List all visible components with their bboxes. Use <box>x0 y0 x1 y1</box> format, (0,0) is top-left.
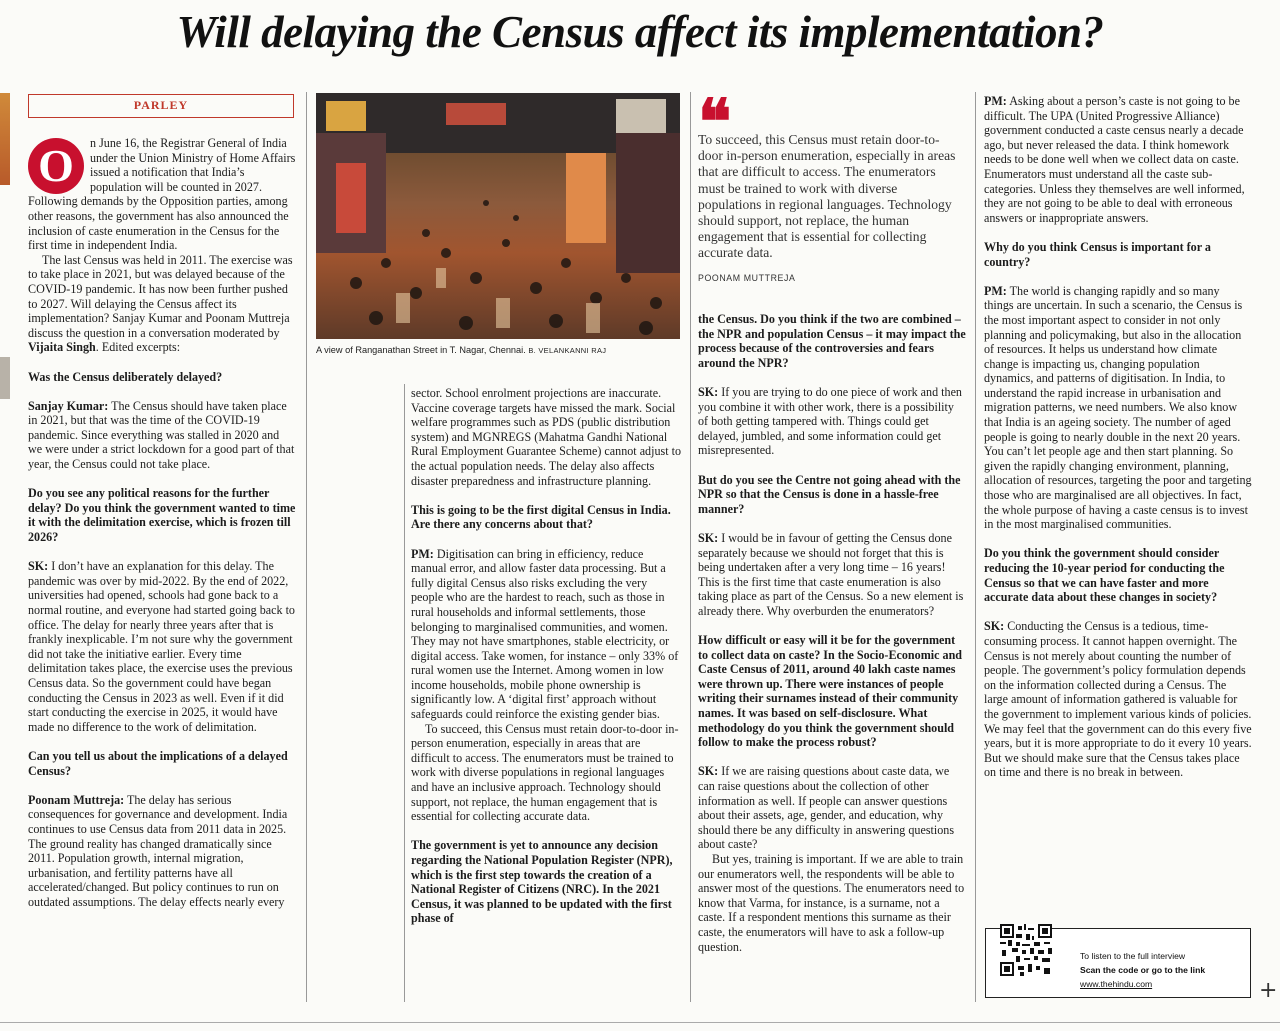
drop-cap: O <box>28 138 84 194</box>
photo-credit: B. VELANKANNI RAJ <box>528 346 607 355</box>
answer-7c <box>984 94 1252 225</box>
answer-8 <box>984 284 1252 532</box>
qr-promo-box <box>985 928 1251 998</box>
pull-quote: To succeed, this Census must retain door-to-door in-person enumeration, especially in areas that are difficult to access. The enumerators must be trained to work with diverse populations in regional languages. Technology should support, not replace, the human engagement that is essential for collecting accurate data. <box>698 132 956 261</box>
speaker-pm: PM: <box>411 546 434 561</box>
quote-mark-icon: ❝ <box>698 85 732 158</box>
moderator-name: Vijaita Singh <box>28 340 96 355</box>
question-4: This is going to be the first digital Census in India. Are there any concerns about that? <box>411 502 671 532</box>
answer-text: The delay has serious consequences for governance and development. India continues to use Census data from 2011 data in 2025. The ground reality has changed dramatically since 2011. Population growth, internal migration, urbanisation, and fertility patterns have all accelerated/changed. But policy continues to run on outdated assumptions. The delay effects nearly every <box>28 792 288 909</box>
bottom-rule <box>0 1022 1280 1023</box>
qr-code-graphic <box>1000 924 1052 976</box>
column-divider <box>690 92 691 1002</box>
answer-text: I don’t have an explanation for this delay. The pandemic was over by mid-2022. By the end of 2022, universities had opened, schools had gone back to a normal routine, and everyone had started going back to office. The delay for nearly three years after that is frankly inexplicable. I’m not sure why the government did not take the initiative earlier. Every time delimitation takes place, the exercise uses the previous Census data. So the government could have began conducting the Census in 2023 as well. Even if it did start conducting the exercise in 2025, it would have made no difference to the work of delimitation. <box>28 559 295 734</box>
answer-text: Digitisation can bring in efficiency, reduce manual error, and allow faster data processing. But a fully digital Census also risks excluding the very people who are the hardest to reach, such as those in rural households and informal settlements, those belonging to marginalised communities, and women. They may not have smartphones, stable electricity, or digital access. Take women, for instance – only 33% of rural women use the Internet. Among women in low income households, mobile phone ownership is significantly low. A ‘digital first’ approach without safeguards could reinforce the existing gender bias. <box>411 546 679 722</box>
answer-text: The Census should have taken place in 2021, but that was the time of the COVID-19 pandemic. Since everything was stalled in 2020 and we were under a strict lockdown for a good part of that year, the Census could not take place. <box>28 398 295 472</box>
intro-paragraph-2 <box>28 253 296 355</box>
adjacent-page-edge <box>0 93 10 185</box>
answer-text: Conducting the Census is a tedious, time-consuming process. It cannot happen overnight. The Census is not merely about counting the number of people. The government’s policy formulation depends on the information collected during a Census. The large amount of information gathered is valuable for the government to implement various kinds of policies. We may feel that the government can do this every five years, but it is more appropriate to do it every 10 years. But we should make sure that the Census takes place on time and there is no break in between. <box>984 619 1252 780</box>
answer-5 <box>698 385 966 458</box>
answer-text: Asking about a person’s caste is not going to be difficult. The UPA (United Progressive Alliance) government conducted a caste census nearly a decade ago, but never released the data. I think homework needs to be done well when we collect data on caste. Enumerators must understand all the caste sub-categories. Unless they themselves are well informed, they are not going to be able to deal with erroneous answers or inappropriate answers. <box>984 94 1245 225</box>
answer-7b: But yes, training is important. If we are able to train our enumerators well, the respondents will be able to answer most of the questions. The enumerators need to know that Varma, for instance, is a surname, not a caste. If a respondent mentions this surname as their caste, the enumerators will have to ask a follow-up question. <box>698 851 965 954</box>
speaker-pm: PM: <box>984 283 1007 298</box>
qr-link[interactable]: www.thehindu.com <box>1080 979 1153 989</box>
speaker-sk: SK: <box>984 619 1005 634</box>
speaker-sk: SK: <box>698 530 719 545</box>
answer-text: If you are trying to do one piece of work and then you combine it with other work, there is a possibility of both getting tampered with. Things could get delayed, jumbled, and some information could get misrepresented. <box>698 384 962 458</box>
question-8: Why do you think Census is important for a country? <box>984 239 1211 269</box>
question-6: But do you see the Centre not going ahead with the NPR so that the Census is done in a hassle-free manner? <box>698 472 961 516</box>
answer-6 <box>698 531 966 619</box>
plus-icon: + <box>1259 978 1278 1003</box>
photo-illustration <box>316 93 680 339</box>
qr-line-2: Scan the code or go to the link <box>1080 965 1206 975</box>
photo-caption <box>316 345 696 355</box>
answer-2 <box>28 559 296 734</box>
column-divider <box>975 92 976 1002</box>
intro-end: . Edited excerpts: <box>95 340 181 355</box>
pull-quote-byline: POONAM MUTTREJA <box>698 273 796 283</box>
answer-3-continued: sector. School enrolment projections are inaccurate. Vaccine coverage targets have missed the mark. Social welfare programmes such as PDS (public distribution system) and MGNREGS (Mahatma Gandhi National Rural Employment Guarantee Scheme) cannot adjust to the actual population needs. The delay also affects disaster preparedness and infrastructure planning. <box>411 386 681 488</box>
answer-1 <box>28 399 296 472</box>
answer-4 <box>411 547 681 722</box>
intro-text: The last Census was held in 2011. The exercise was to take place in 2021, but was delayed because of the COVID-19 pandemic. It has now been further pushed to 2027. Will delaying the Census affect its implementation? Sanjay Kumar and Poonam Muttreja discuss the question in a conversation moderated by <box>28 252 293 340</box>
column-divider <box>306 92 307 1002</box>
question-7: How difficult or easy will it be for the government to collect data on caste? In the Socio-Economic and Caste Census of 2011, around 40 lakh caste names were thrown up. There were instances of people writing their surnames instead of their community names. It was based on self-disclosure. What methodology do you think the government should follow to make the process robust? <box>698 633 963 750</box>
question-5-continued: the Census. Do you think if the two are combined – the NPR and population Census – it may impact the process because of the controversies and fears around the NPR? <box>698 312 966 370</box>
speaker-pm: Poonam Muttreja: <box>28 792 125 807</box>
qr-code-icon[interactable] <box>1000 924 1052 976</box>
qr-promo-text <box>1080 949 1205 991</box>
street-crowd-photo <box>316 93 680 339</box>
column-3 <box>698 312 966 1004</box>
question-9: Do you think the government should consider reducing the 10-year period for conducting the Census so that we can have faster and more accurate data about these changes in society? <box>984 546 1225 605</box>
answer-text: I would be in favour of getting the Census done separately because we should not forget that this is being undertaken after a very long time – 16 years! This is the first time that caste enumeration is also taking place as part of the Census. So a new element is already there. Why overburden the enumerators? <box>698 530 964 618</box>
answer-3 <box>28 793 296 910</box>
speaker-sk: Sanjay Kumar: <box>28 398 109 413</box>
section-label: PARLEY <box>28 94 294 118</box>
speaker-sk: SK: <box>698 384 719 399</box>
answer-7 <box>698 764 966 852</box>
question-3: Can you tell us about the implications of a delayed Census? <box>28 748 288 778</box>
question-2: Do you see any political reasons for the further delay? Do you think the government wanted to time it with the delimitation exercise, which is frozen till 2026? <box>28 486 296 545</box>
column-divider <box>404 384 405 1002</box>
answer-9 <box>984 619 1252 780</box>
qr-line-1: To listen to the full interview <box>1080 951 1186 961</box>
question-1: Was the Census deliberately delayed? <box>28 369 223 384</box>
column-2 <box>411 386 681 1006</box>
adjacent-page-edge-lower <box>0 357 10 399</box>
intro-paragraph-1: n June 16, the Registrar General of India under the Union Ministry of Home Affairs issued a notification that India’s population will be counted in 2027. Following demands by the Opposition parties, among other reasons, the government has also announced the inclusion of caste enumeration in the Census for the first time in independent India. <box>28 136 296 253</box>
answer-4b: To succeed, this Census must retain door-to-door in-person enumeration, especially in areas that are difficult to access. The enumerators must be trained to work with diverse populations in regional languages and have an inclusive approach. Technology should support, not replace, the human engagement that is essential for collecting accurate data. <box>411 721 679 824</box>
column-4 <box>984 94 1252 894</box>
question-5: The government is yet to announce any decision regarding the National Population Register (NPR), which is the first step towards the creation of a National Register of Citizens (NRC). In the 2021 Census, it was planned to be updated with the first phase of <box>411 838 673 926</box>
speaker-sk: SK: <box>28 559 49 574</box>
headline: Will delaying the Census affect its implementation? <box>176 7 1104 57</box>
column-1 <box>28 136 296 1006</box>
speaker-pm: PM: <box>984 94 1007 108</box>
answer-text: If we are raising questions about caste data, we can raise questions about the collection of other information as well. If people can answer questions about their assets, age, gender, and education, why should there be any difficulty in answering questions about caste? <box>698 764 955 852</box>
answer-text: The world is changing rapidly and so many things are uncertain. In such a scenario, the Census is the most important aspect to consider in not only planning and policymaking, but also in the allocation of resources. It helps us understand how climate change is impacting us, changing population dynamics, and patterns of digitisation. In India, to understand the rapid increase in urbanisation and migration patterns, we need numbers. We also know that India is an ageing society. The number of aged people is going to nearly double in the next 20 years. You can’t let people age and then start planning. So given the rapidly changing environment, planning, allocation of resources, targeting the poor and targeting those who are marginalised are all objectives. In fact, the whole purpose of having a caste census is to invest in the most marginalised communities. <box>984 283 1252 532</box>
caption-text: A view of Ranganathan Street in T. Nagar, Chennai. <box>316 345 526 355</box>
speaker-sk: SK: <box>698 764 719 779</box>
